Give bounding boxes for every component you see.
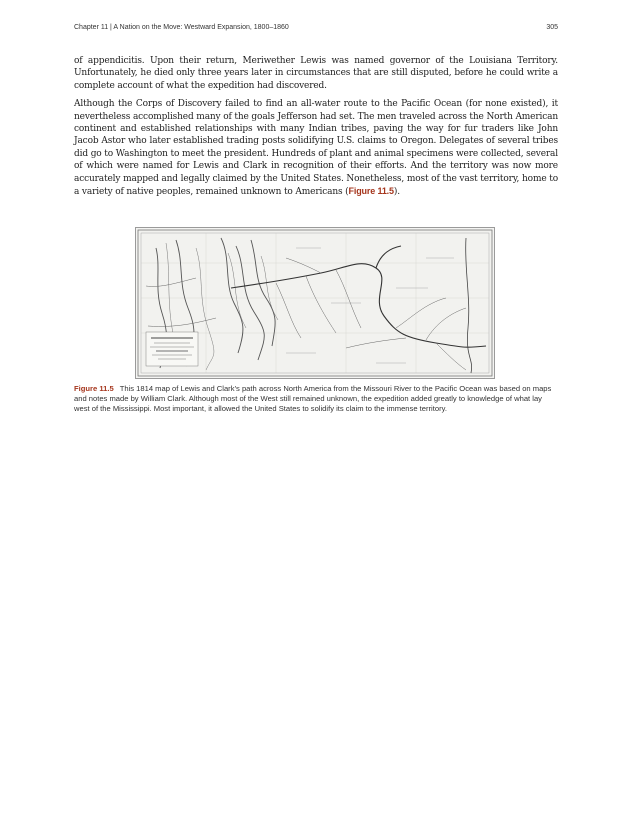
page-number: 305: [546, 24, 558, 31]
page-header: [74, 24, 558, 38]
chapter-title: Chapter 11 | A Nation on the Move: Westward Expansion, 1800–1860: [74, 24, 289, 31]
body-text: [74, 55, 558, 204]
caption-label: Figure 11.5: [74, 384, 114, 393]
figure-reference-link[interactable]: Figure 11.5: [348, 186, 394, 197]
map-illustration: [136, 228, 494, 378]
figure-caption: [74, 384, 558, 415]
caption-text: This 1814 map of Lewis and Clark’s path across North America from the Missouri River to the Pacific Ocean was based on maps and notes made by William Clark. Although most of the West still remained unknown, the expedition added greatly to knowledge of what lay west of the Mississippi. Most important, it allowed the United States to solidify its claim to the immense territory.: [74, 384, 552, 414]
paragraph-1: of appendicitis. Upon their return, Meriwether Lewis was named governor of the Louisiana Territory. Unfortunately, he died only three years later in circumstances that are still disputed, before he could write a complete account of what the expedition had discovered.: [74, 56, 558, 91]
paragraph-2-end: ).: [393, 187, 400, 198]
paragraph-2-text: Although the Corps of Discovery failed to find an all-water route to the Pacific Ocean (for none existed), it nevertheless accomplished many of the goals Jefferson had set. The men traveled across the North American continent and established relationships with many Indian tribes, paving the way for fur traders like John Jacob Astor who later established trading posts solidifying U.S. claims to Oregon. Delegates of several tribes did go to Washington to meet the president. Hundreds of plant and animal specimens were collected, several of which were named for Lewis and Clark in recognition of their efforts. And the territory was now more accurately mapped and legally claimed by the United States. Nonetheless, most of the vast territory, home to a variety of native peoples, remained unknown to Americans (: [74, 99, 558, 198]
lewis-clark-map-image: [135, 227, 495, 379]
paragraph-2: [74, 98, 558, 198]
